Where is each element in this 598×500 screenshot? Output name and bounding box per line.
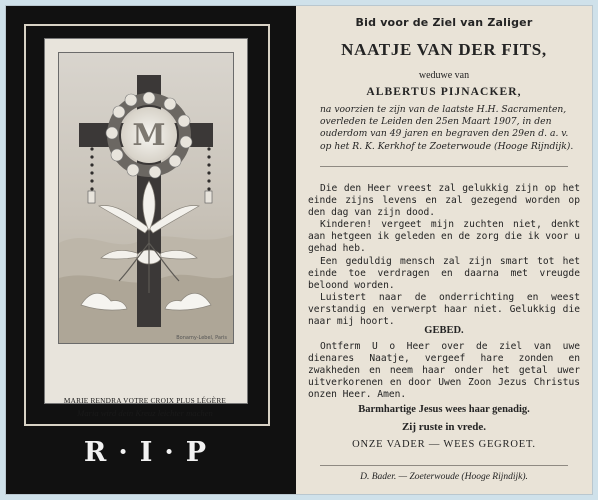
verse: Een geduldig mensch zal zijn smart tot het einde toe verdragen en daarna met vreugde beloond worden.	[308, 255, 580, 291]
printer-imprint: D. Bader. — Zoeterwoude (Hooge Rijndijk).	[360, 472, 528, 482]
text-panel	[298, 6, 590, 494]
cross-with-roses-illustration	[59, 53, 233, 343]
widow-of: weduwe van	[418, 70, 470, 81]
french-caption: MARIE RENDRA VOTRE CROIX PLUS LÉGÈRE	[63, 396, 227, 405]
death-notice: na voorzien te zijn van de laatste H.H. Sacramenten, overleden te Leiden den 25en Maart 1907, in den ouderdom van 49 jaren en begraven den 29en d. a. v. op het R. K. Kerkhof te Zoeterwoude (Hooge Rijndijk).	[320, 104, 574, 152]
verse: Kinderen! vergeet mijn zuchten niet, denkt aan hetgeen ik geleden en de zorg die ik voor u gehad heb.	[308, 219, 580, 255]
prayer-intro: Bid voor de Ziel van Zaliger	[355, 16, 533, 29]
rip-inscription: R·I·P	[83, 437, 219, 468]
divider	[320, 465, 568, 466]
deceased-name: NAATJE VAN DER FITS,	[341, 40, 547, 59]
verse: Die den Heer vreest zal gelukkig zijn op het einde zijns levens en zal gezegend worden op den dag van zijn dood.	[308, 183, 580, 219]
prayer-text: Ontferm U o Heer over de ziel van uwe dienares Naatje, vergeef hare zonden en zwakheden en neem haar onder het getal uwer uitverkorenen en door Uwen Zoon Jezus Christus onzen Heer. Amen.	[308, 341, 580, 401]
mercy-line: Barmhartige Jesus wees haar genadig.	[358, 404, 530, 415]
prayer-heading: GEBED.	[424, 325, 464, 336]
spouse-name: ALBERTUS PIJNACKER,	[366, 86, 522, 98]
engraver-signature: Bonamy-Lebel, Paris	[176, 335, 227, 341]
svg-text:M: M	[132, 118, 166, 153]
divider	[320, 166, 568, 167]
verse: Luistert naar de onderrichting en weest verstandig en verwerpt haar niet. Gelukkig die naar mij hoort.	[308, 291, 580, 328]
dutch-caption: Maria wird dein Kreuz leichter machen	[77, 408, 213, 418]
closing-prayers: ONZE VADER — WEES GEGROET.	[352, 439, 536, 450]
verses	[308, 183, 580, 328]
rest-line: Zij ruste in vrede.	[401, 421, 487, 433]
devotional-engraving	[58, 52, 234, 344]
